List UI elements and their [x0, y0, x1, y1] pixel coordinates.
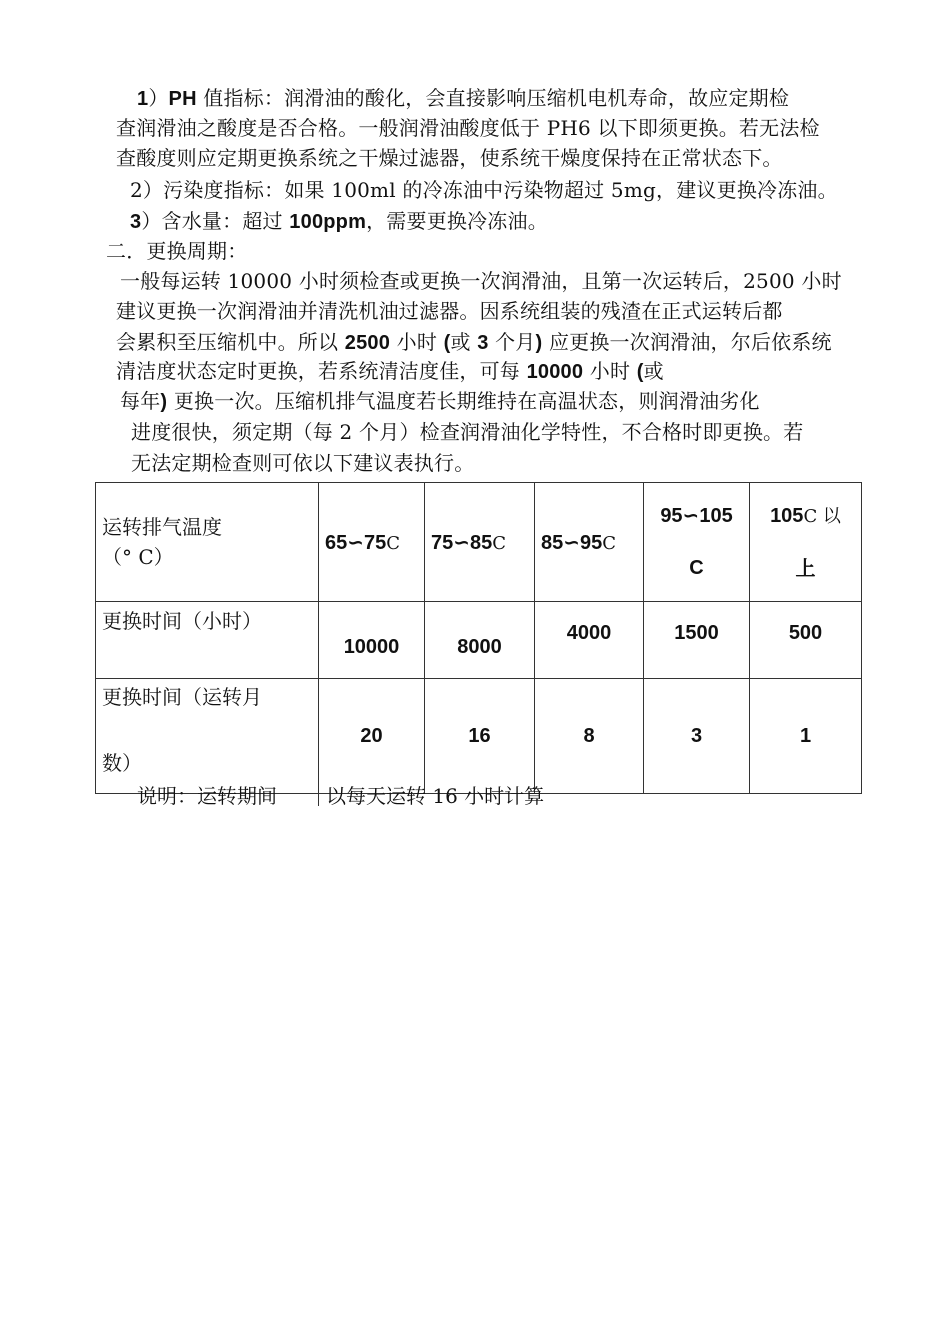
para1-ph-term: PH [168, 88, 197, 110]
cycle-line3-hours: 2500 [344, 332, 391, 354]
cycle-line3-close-paren: ) [535, 332, 543, 354]
temp-range-3 [535, 483, 644, 602]
hours-value-4: 1500 [644, 602, 750, 679]
para2-line: 2）污染度指标：如果 100ml 的冷冻油中污染物超过 5mg，建议更换冷冻油。 [130, 178, 838, 202]
temp-range-5 [750, 483, 862, 602]
cycle-line3-i: 应更换一次润滑油，尔后依系统 [542, 330, 832, 354]
cycle-line5-a: 每年 [120, 389, 161, 413]
para1-line2: 查润滑油之酸度是否合格。一般润滑油酸度低于 PH6 以下即须更换。若无法检 [116, 116, 820, 140]
temp-range-2-value: 75∽85 [431, 531, 493, 554]
para1-number: 1 [137, 88, 149, 110]
temperature-label: 运转排气温度 [102, 515, 222, 539]
cycle-line7: 无法定期检查则可依以下建议表执行。 [131, 451, 475, 475]
table-row-hours [96, 602, 862, 679]
hours-value-1: 10000 [319, 602, 425, 679]
months-value-2: 16 [425, 679, 535, 794]
cycle-line5-c: 更换一次。压缩机排气温度若长期维持在高温状态，则润滑油劣化 [167, 389, 760, 413]
cycle-line3-e: 或 [450, 330, 478, 354]
cycle-line4 [116, 357, 664, 386]
para1-paren: ） [148, 86, 169, 110]
temp-range-4-unit: C [689, 557, 704, 579]
cycle-line3-open-paren: ( [443, 332, 451, 354]
temp-range-3-value: 85∽95 [541, 531, 603, 554]
para3-text-a: ）含水量：超过 [141, 209, 290, 233]
note-separator [318, 782, 319, 806]
months-value-5: 1 [750, 679, 862, 794]
temp-range-2 [425, 483, 535, 602]
cycle-line5-close-paren: ) [160, 391, 168, 413]
note-text: 以每天运转 16 小时计算 [326, 784, 545, 808]
temperature-label-cell [96, 483, 319, 602]
cycle-line4-c: 小时 [583, 359, 637, 383]
table-row-temperature [96, 483, 862, 602]
cycle-line3-months: 3 [477, 332, 489, 354]
para3-line [130, 207, 548, 236]
para3-ppm: 100ppm [289, 211, 367, 233]
cycle-line3-c: 小时 [390, 330, 444, 354]
para3-text-b: ，需要更换冷冻油。 [366, 209, 548, 233]
hours-value-5: 500 [750, 602, 862, 679]
para1-line1 [137, 84, 789, 113]
para1-line3: 查酸度则应定期更换系统之干燥过滤器，使系统干燥度保持在正常状态下。 [116, 146, 783, 170]
temp-range-1 [319, 483, 425, 602]
months-label: 更换时间（运转月 [102, 685, 262, 709]
section-heading-replacement-cycle: 二．更换周期： [106, 239, 248, 263]
months-value-1: 20 [319, 679, 425, 794]
hours-value-2: 8000 [425, 602, 535, 679]
para3-number: 3 [130, 211, 142, 233]
temp-range-2-unit: C [492, 532, 507, 554]
cycle-line3 [116, 328, 832, 357]
replacement-schedule-table [95, 482, 862, 794]
temp-range-4-value: 95∽105 [660, 505, 733, 527]
months-value-3: 8 [535, 679, 644, 794]
temp-range-1-unit: C [386, 532, 401, 554]
cycle-line2: 建议更换一次润滑油并清洗机油过滤器。因系统组装的残渣在正式运转后都 [116, 299, 783, 323]
cycle-line3-g: 个月 [488, 330, 536, 354]
temperature-unit-label: （° C） [102, 545, 174, 569]
hours-label: 更换时间（小时） [96, 602, 319, 679]
months-label-cell [96, 679, 319, 794]
temp-range-1-value: 65∽75 [325, 531, 387, 554]
cycle-line3-a: 会累积至压缩机中。所以 [116, 330, 345, 354]
cycle-line5 [120, 387, 760, 416]
months-label-suffix: 数） [102, 751, 142, 775]
table-row-months [96, 679, 862, 794]
months-value-4: 3 [644, 679, 750, 794]
cycle-line4-open-paren: ( [636, 361, 644, 383]
temp-range-3-unit: C [602, 532, 617, 554]
temp-range-5-top [754, 490, 857, 543]
para1-text: 值指标：润滑油的酸化，会直接影响压缩机电机寿命，故应定期检 [196, 86, 790, 110]
cycle-line4-e: 或 [643, 359, 664, 383]
cycle-line1: 一般每运转 10000 小时须检查或更换一次润滑油，且第一次运转后，2500 小时 [120, 269, 842, 293]
temp-range-5-value: 105 [770, 504, 804, 527]
cycle-line4-a: 清洁度状态定时更换，若系统清洁度佳，可每 [116, 359, 527, 383]
temp-range-5-suffix: 上 [795, 557, 816, 580]
months-label-spacer [102, 714, 312, 747]
temp-range-5-unit: C 以 [803, 505, 841, 527]
note-label: 说明：运转期间 [137, 784, 277, 808]
hours-value-3: 4000 [535, 602, 644, 679]
cycle-line6: 进度很快，须定期（每 2 个月）检查润滑油化学特性，不合格时即更换。若 [131, 420, 804, 444]
temp-range-4 [644, 483, 750, 602]
cycle-line4-hours: 10000 [526, 361, 584, 383]
